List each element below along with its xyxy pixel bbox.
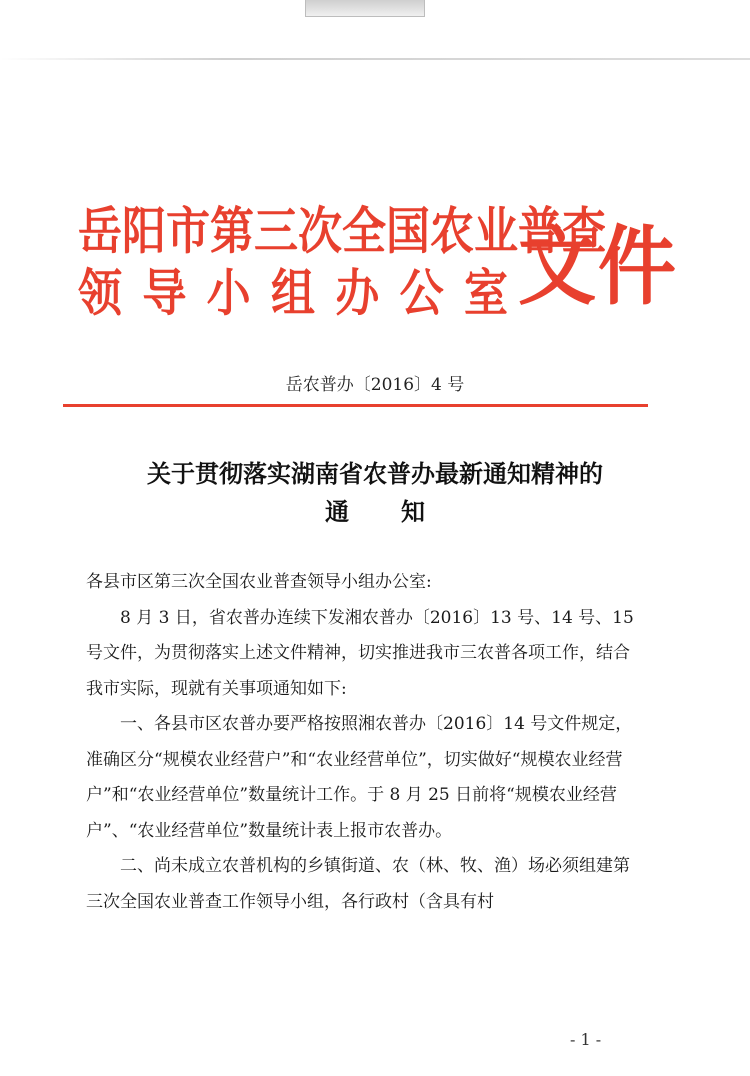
org-line2-char: 办 <box>335 264 380 324</box>
title-line2: 通知 <box>325 497 477 526</box>
body-paragraph: 一、各县市区农普办要严格按照湘农普办〔2016〕14 号文件规定，准确区分“规模农业经营户”和“农业经营单位”，切实做好“规模农业经营户”和“农业经营单位”数量统计工作。于 8 月 25 日前将“规模农业经营户”、“农业经营单位”数量统计表上报市农普办。 <box>86 714 633 841</box>
org-line2-char: 领 <box>78 264 122 324</box>
issuing-org-line1: 岳阳市第三次全国农业普查 <box>78 202 606 262</box>
title-line1: 关于贯彻落实湖南省农普办最新通知精神的 <box>147 459 603 488</box>
issuing-org-line2 <box>78 252 508 326</box>
document-title <box>0 455 750 531</box>
org-line2-char: 公 <box>399 264 444 324</box>
org-line2-char: 室 <box>463 264 508 324</box>
body-paragraph: 8 月 3 日，省农普办连续下发湘农普办〔2016〕13 号、14 号、15 号文件，为贯彻落实上述文件精神，切实推进我市三农普各项工作，结合我市实际，现就有关事项通知如下: <box>86 607 634 699</box>
page-number: - 1 - <box>570 1030 602 1049</box>
document-header <box>78 190 679 324</box>
body-paragraph: 二、尚未成立农普机构的乡镇街道、农（林、牧、渔）场必须组建第三次全国农业普查工作领导小组，各行政村（含具有村 <box>86 856 630 912</box>
scan-clip-mark <box>305 0 425 17</box>
document-body <box>86 565 646 920</box>
doc-type-label: 文件 <box>518 216 679 317</box>
document-number: 岳农普办〔2016〕4 号 <box>285 375 465 395</box>
scan-edge-line <box>0 58 750 60</box>
org-line2-char: 组 <box>270 264 315 324</box>
org-line2-char: 导 <box>142 264 187 324</box>
salutation: 各县市区第三次全国农业普查领导小组办公室: <box>86 572 432 592</box>
org-line2-char: 小 <box>206 264 251 324</box>
red-divider <box>63 404 648 407</box>
